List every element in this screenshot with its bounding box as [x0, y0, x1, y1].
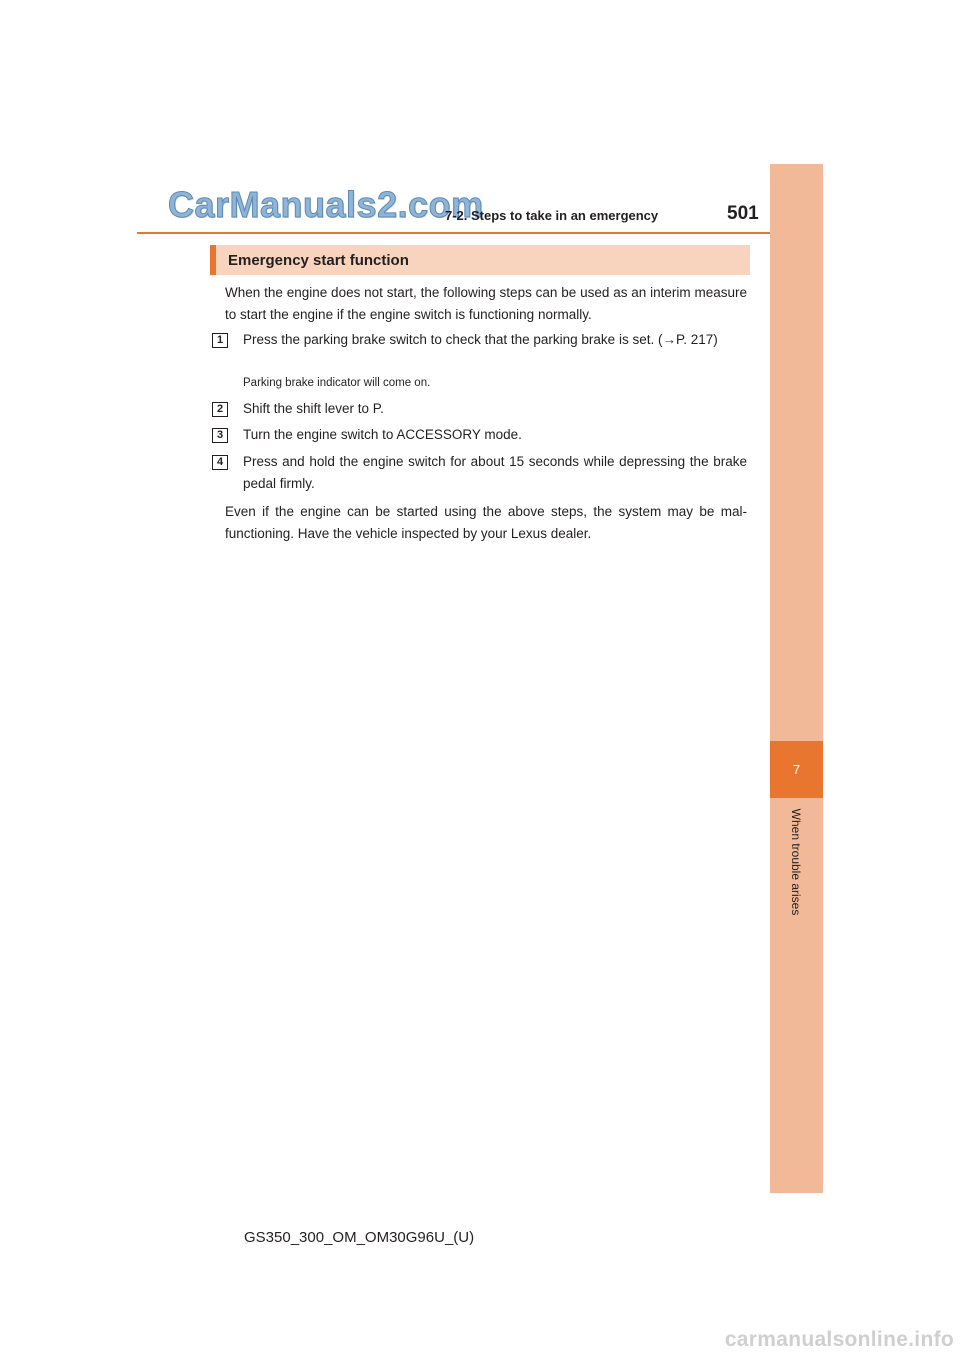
chapter-number-tab — [770, 741, 823, 798]
step-note: Parking brake indicator will come on. — [243, 377, 431, 389]
chapter-title: When trouble arises — [789, 808, 803, 916]
chapter-number: 7 — [792, 762, 801, 777]
step-number-badge: 1 — [212, 333, 228, 348]
section-title-bar — [210, 245, 750, 275]
model-code-footer: GS350_300_OM_OM30G96U_(U) — [244, 1229, 475, 1246]
step-text: Shift the shift lever to P. — [243, 401, 384, 416]
header-rule — [137, 232, 823, 234]
carmanuals-logo: CarManuals2.com — [168, 184, 484, 225]
running-header-section: 7-2. Steps to take in an emergency — [445, 208, 659, 223]
watermark: carmanualsonline.info — [724, 1328, 954, 1351]
step-text: Turn the engine switch to ACCESSORY mode. — [243, 427, 522, 442]
section-title: Emergency start function — [228, 252, 409, 269]
chapter-side-band — [770, 164, 823, 1193]
step-number-badge: 2 — [212, 402, 228, 417]
step-text: Press the parking brake switch to check that the parking brake is set. (→P. 217) — [243, 332, 718, 347]
step-number-badge: 3 — [212, 428, 228, 443]
closing-paragraph: Even if the engine can be started using the above steps, the system may be mal-functioning. Have the vehicle inspected by your Lexus dealer. — [225, 504, 747, 541]
intro-paragraph: When the engine does not start, the following steps can be used as an interim measure to start the engine if the engine switch is functioning normally. — [225, 285, 747, 322]
step-text: Press and hold the engine switch for about 15 seconds while depressing the brake pedal firmly. — [243, 454, 747, 491]
page-number: 501 — [727, 203, 759, 224]
step-number-badge: 4 — [212, 455, 228, 470]
